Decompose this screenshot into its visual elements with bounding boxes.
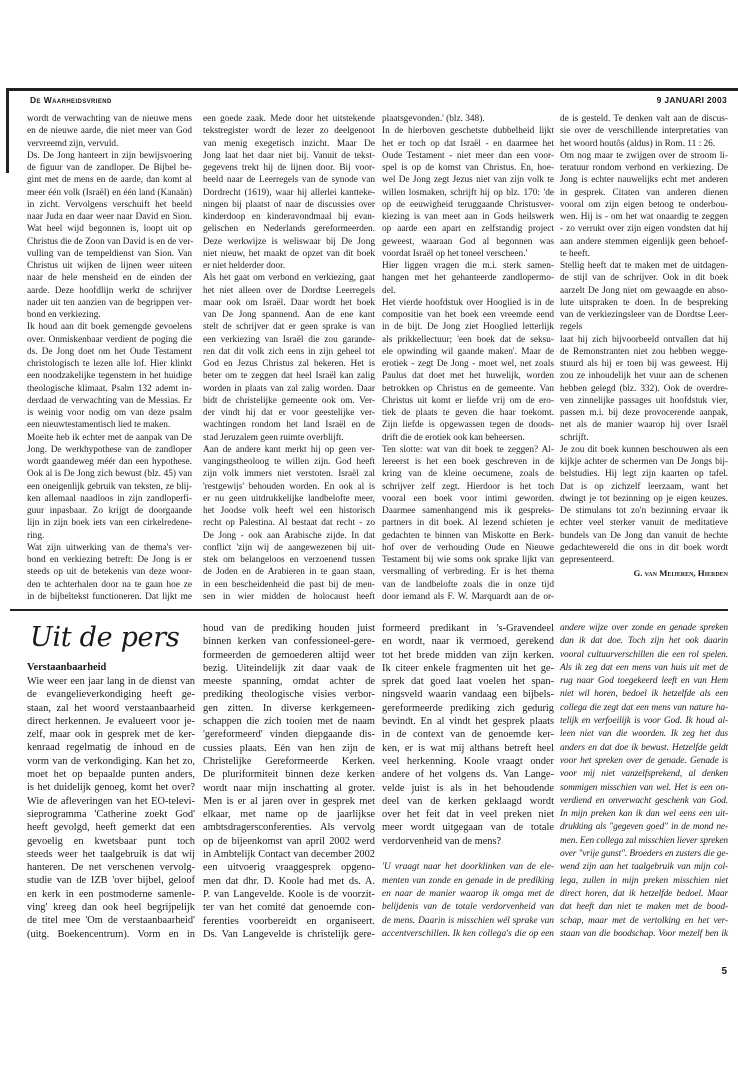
text-line: ferenties voorbereidt en organiseert.: [203, 915, 375, 927]
text-line: schappen die zich tooien met de naam: [203, 716, 375, 728]
text-line: del.: [382, 285, 396, 296]
text-line: gereformeerde prediking zich gedurig: [382, 702, 554, 714]
text-line: echter veel sterker vanuit de meditatieve: [560, 518, 728, 529]
press-column-4: [560, 622, 728, 941]
text-line: en de nieuwe aarde, die niet meer van God: [27, 126, 192, 137]
issue-date: 9 JANUARI 2003: [656, 95, 727, 105]
text-line: men dat dhr. D. Koole had met ds. A.: [203, 875, 375, 887]
text-line: God en Jezus Christus zal bekeren. Het is: [203, 359, 375, 369]
text-line: over. Onmiskenbaar verdient de poging die: [27, 334, 192, 345]
text-line: bevindt. En al vindt het gesprek plaats: [382, 716, 554, 728]
text-line: vooral cultuurverschillen die een rol spelen.: [560, 649, 728, 660]
paragraph: [560, 622, 728, 941]
text-line: en kerk in een postmoderne samenle-: [27, 888, 195, 900]
text-line: Wat zijn uitwerking van de thema's ver-: [27, 542, 192, 553]
text-line: Daarmee samenhangend mis ik gespreks-: [382, 506, 554, 516]
paragraph: [27, 542, 192, 603]
text-line: ele opwinding wil gaande maken'. Maar de: [382, 346, 554, 357]
text-line: van de landbelofte zoals die in onze tijd: [382, 579, 554, 590]
text-line: de titel mee 'Om de verstaanbaarheid': [27, 915, 195, 927]
text-line: zou ze inhoudelijk het vuur aan de schenen: [560, 371, 728, 382]
paragraph: [382, 444, 554, 603]
text-line: op de eeuwigheid teruggaande Christusver-: [382, 199, 554, 210]
text-line: aan andere stemmen eigenlijk geen behoef-: [560, 236, 728, 247]
text-line: in de bijt. De Jong ziet Hooglied letterlijk: [382, 322, 554, 333]
article-subheading: Verstaanbaarheid: [27, 662, 107, 673]
text-line: versmalling of verbreding. Er is het thema: [382, 567, 554, 578]
text-line: een uitvoerig vraaggesprek opgeno-: [203, 862, 375, 874]
text-line: over het feit dat in veel preken niet: [382, 809, 554, 821]
text-line: naar Juda en daar weer naar David en Sion.: [27, 212, 192, 222]
text-line: meer één volk (Israël) en één land (Kanaän): [27, 187, 192, 198]
text-line: ren dat dit volk zich eens in zijn geheel tot: [203, 346, 375, 357]
text-line: het Joodse volk heeft wel een historisch: [203, 506, 375, 516]
text-line: wachtingen rondom het land Israël en de: [203, 420, 375, 431]
text-line: prediking theologische visies verbor-: [203, 689, 375, 701]
text-line: voor mij niet vanzelfsprekend, al denken: [560, 769, 728, 780]
text-line: De pluriformiteit binnen deze kerken: [203, 769, 375, 781]
text-line: 'restgewijs' behouden worden. En ook al is: [203, 481, 375, 492]
text-line: moet het op bepaalde punten anders,: [27, 769, 195, 781]
text-line: in een bescheidenheid die past bij de men-: [203, 579, 375, 590]
text-line: - zo verrukt over zijn eigen vondsten dat hij: [560, 224, 728, 235]
text-line: sen in wier midden de holocaust heeft: [203, 591, 375, 602]
text-line: Als ik zeg dat een mens van huis uit met de: [560, 662, 728, 673]
text-line: Oude Testament - niet meer dan een voor-: [382, 150, 554, 161]
text-line: niet nieuw, het maakt de opzet van dit boek: [203, 248, 375, 259]
text-line: ter van het comité dat genoemde con-: [203, 902, 375, 914]
text-line: er nu geen uitdrukkelijke landbelofte meer,: [203, 493, 375, 504]
text-line: staan van die boodschap. Voor mezelf ben ik: [560, 928, 728, 939]
text-line: het woord houtôs (aldus) in Rom. 11 : 26.: [560, 138, 716, 149]
text-line: formeerd predikant in 's-Gravendeel: [382, 623, 554, 634]
text-line: door iemand als F. W. Marquardt aan de or-: [382, 591, 554, 602]
text-line: zelf, maar ook in gesprek met de ker-: [27, 729, 195, 741]
text-line: bundels van De Jong dan vanuit de hechte: [560, 530, 728, 541]
text-line: kring van de kleine oecumene, zoals de: [382, 469, 554, 480]
text-line: ken, er is wat mij althans betreft heel: [382, 742, 554, 754]
text-line: teratuur rondom verbond en verkiezing. De: [560, 163, 728, 173]
paragraph: [382, 125, 554, 260]
text-line: maar ook om Israël. Daar wordt het boek: [203, 297, 375, 308]
paragraph: [203, 622, 375, 941]
text-line: wordt gaandeweg méér dan een hypothese.: [27, 457, 192, 467]
paragraph: [27, 321, 192, 431]
text-line: is het duidelijk genoeg, komt het over?: [27, 782, 195, 794]
text-line: ving' kreeg dan ook heel begrijpelijk: [27, 902, 195, 914]
text-line: collega die zegt dat een mens van nature ha-: [560, 702, 728, 713]
paragraph: [382, 297, 554, 444]
text-line: dat heeft dan niet te maken met de bood-: [560, 902, 728, 913]
text-line: wordt naar mijn inschatting al groter.: [203, 782, 375, 794]
text-line: er niet helderder door.: [203, 261, 286, 271]
paragraph: [203, 444, 375, 603]
text-line: bezig. Uiteindelijk zit daar vaak de: [203, 662, 375, 674]
text-line: de figuur van de zandloper. De Bijbel be-: [27, 163, 192, 173]
text-line: in gesprek. Citaten van anderen dienen: [560, 187, 728, 198]
text-line: vorm van de verkondiging. Kan het zo,: [27, 755, 195, 767]
press-column-3: [382, 622, 554, 941]
text-line: stuurd als hij er toen bij was geweest. Hij: [560, 359, 728, 369]
text-line: Dat is op zichzelf leerzaam, want het: [560, 481, 728, 492]
text-line: verdorvenheid van de mens?: [382, 835, 502, 847]
text-line: Stellig heeft dat te maken met de uitdagen-: [560, 261, 728, 271]
text-line: andere of het volgens ds. Van Lange-: [382, 769, 554, 781]
text-line: sie over de verschillende interpretaties van: [560, 126, 728, 137]
text-line: passen m.i. bij deze provocerende aanpak,: [560, 408, 728, 418]
text-line: dwingt je tot bezinning op je eigen keuzes.: [560, 493, 728, 504]
text-line: steeds op uit de betekenis van deze woor-: [27, 567, 192, 578]
header-corner-rule: [6, 88, 9, 173]
text-line: Christelijke Gereformeerde Kerken.: [203, 755, 375, 767]
text-line: Christus die de Zoon van David is en de ver-: [27, 236, 194, 247]
text-line: verdiend en onverwacht geschenk van God.: [560, 795, 728, 806]
text-line: Wie weer een jaar lang in de dienst van: [27, 676, 195, 687]
page-number: 5: [721, 966, 727, 977]
text-line: gevoelig en kwetsbaar punt toch: [27, 835, 195, 847]
text-line: stelt de schrijver dat er geen sprake is van: [203, 322, 375, 333]
text-line: Jong laat het daar niet bij. Vanuit de tekst-: [203, 150, 375, 161]
text-line: geweest, waaraan God al begonnen was: [382, 236, 554, 247]
text-line: In de hierboven geschetste dubbelheid lijkt: [382, 126, 554, 137]
text-line: hangen met het gehanteerde zandlopermo-: [382, 273, 554, 284]
text-line: het er toch op dat Israël - en daarmee het: [382, 138, 554, 149]
text-line: belstudies. Hij legt zijn kaarten op tafel.: [560, 469, 728, 480]
text-line: Christus uit komt er liefde vrij om de ero-: [382, 395, 554, 406]
text-line: wordt de verwachting van de nieuwe mens: [27, 114, 192, 124]
author-signature: G. van Meijeren, Hierden: [633, 568, 728, 579]
text-line: Moeite heb ik echter met de aanpak van De: [27, 432, 192, 443]
text-line: drukking als "gegeven goed" in de mond ne-: [560, 822, 728, 833]
text-line: Jong is echter nauwelijks echt met anderen: [560, 175, 728, 186]
text-line: willen losmaken, schrijft hij op blz. 170: 'de: [382, 187, 554, 198]
text-line: In mijn preken kan ik dan wel eens een uit-: [560, 809, 728, 820]
review-column-1: [27, 113, 192, 603]
text-line: direct horen, dat ik hetzelfde bedoel. Maar: [560, 888, 728, 899]
paragraph: [27, 432, 192, 542]
paragraph: [560, 444, 728, 567]
text-line: lega, zullen in mijn preken misschien niet: [560, 875, 728, 886]
text-line: kinderdoop en kinderavondmaal bij evan-: [203, 212, 375, 222]
text-line: als prikkellectuur; 'een boek dat de seksu-: [382, 334, 554, 345]
text-line: ken allemaal naadloos in zijn zandloperfi-: [27, 493, 192, 504]
publication-name: De Waarheidsvriend: [30, 95, 112, 105]
text-line: en naar de manier waarop ik omga met de: [382, 888, 554, 899]
text-line: gepresenteerd.: [560, 555, 614, 565]
paragraph: [560, 334, 728, 444]
text-line: de evangelieverkondiging heeft ge-: [27, 689, 195, 701]
text-line: guur inpasbaar. Zo krijgt de doorgaande: [27, 506, 192, 516]
text-line: anders en dat doe ik bewust. Hetzelfde geldt: [560, 742, 728, 753]
text-line: Ik houd aan dit boek gemengde gevoelens: [27, 322, 192, 333]
text-line: ningsveld waarin vandaag een bijbels-: [382, 689, 554, 701]
text-line: lereerst is het een boek geschreven in de: [382, 457, 554, 467]
text-line: andere wijze over zonde en genade spreken: [560, 623, 728, 633]
text-line: van de verkiezingsleer van de Dordtse Leer-: [560, 310, 728, 320]
text-line: meer wordt uitgegaan van de totale: [382, 822, 554, 834]
text-line: gegevens trekt hij de lijnen door. Bij voor-: [203, 163, 375, 173]
text-line: hof over de verhouding Oude en Nieuwe: [382, 542, 554, 553]
text-line: ambtsdragersconferenties. Als vervolg: [203, 822, 375, 834]
text-line: lijn in zijn boek iets van een cirkelredene-: [27, 518, 192, 529]
text-line: Zijn liefde is opgewassen tegen de doods-: [382, 420, 554, 431]
paragraph: [560, 260, 728, 334]
text-line: van De Jong spannend. Aan de ene kant: [203, 310, 375, 320]
text-line: hebben gelegd (blz. 332). Ook de overdre-: [560, 383, 728, 394]
text-line: vulling van de tempeldienst van Sion. Van: [27, 248, 192, 259]
paragraph: [382, 622, 554, 848]
text-line: schrijft.: [560, 432, 589, 443]
text-line: vangingstheoloog te willen zijn. God heeft: [203, 457, 375, 467]
text-line: in de context van de genoemde ker-: [382, 729, 554, 741]
text-line: lute uitspraken te doen. In de bespreking: [560, 297, 728, 308]
text-line: meeste spanning, omdat achter de: [203, 676, 375, 688]
text-line: een oneigenlijk gebruik van teksten, ze blij-: [27, 481, 192, 492]
text-line: Christus uit wijken de lijnen weer uiteen: [27, 261, 192, 271]
text-line: christologisch te lezen alle lof. Hier klinkt: [27, 359, 192, 369]
text-line: Ds. Van Langevelde is christelijk gere-: [203, 928, 375, 940]
text-line: zijn volk immers niet verstoten. Israël zal: [203, 469, 375, 480]
paragraph-gap: [382, 848, 554, 861]
text-line: kijkje achter de schermen van De Jongs bij-: [560, 457, 728, 467]
text-line: ring.: [27, 530, 45, 541]
text-line: Het vierde hoofdstuk over Hooglied is in de: [382, 297, 554, 308]
text-line: op aarde een apart en zelfstandig project: [382, 224, 554, 235]
text-line: gedachten te binnen van Miskotte en Berk-: [382, 530, 554, 541]
text-line: De stimulans tot zo'n bezinning ervaar ik: [560, 506, 728, 516]
text-line: heeft gevolgd, heeft gemerkt dat een: [27, 822, 195, 834]
text-line: Ook al is De Jong zich bewust (blz. 45) van: [27, 469, 192, 480]
text-line: aarzelt De Jong niet om gewaagde en abso-: [560, 285, 728, 296]
text-line: 'gereformeerd' vinden diepgaande dis-: [203, 729, 375, 741]
text-line: (uitg. Boekencentrum). Vorm en in: [27, 928, 195, 940]
paragraph: [382, 260, 554, 297]
paragraph: [27, 150, 192, 322]
text-line: de mens. Daarin is misschien wél sprake van: [382, 915, 554, 926]
text-line: voor het spreken over de genade. Genade is: [560, 755, 728, 766]
text-line: cussies plaats. Eén van hen zijn de: [203, 742, 375, 754]
text-line: ven zinnelijke passages uit hoofdstuk vier,: [560, 395, 728, 406]
text-line: tiek de plaats te geven die haar toekomt.: [382, 408, 554, 418]
text-line: aarde. Deze hoofdlijn werkt de schrijver: [27, 285, 192, 296]
text-line: betrokken op Christus en de gemeente. Van: [382, 383, 554, 394]
text-line: de Joden en de Arabieren in te gaan staan,: [203, 567, 375, 578]
text-line: stek om belangeloos en verzoenend tussen: [203, 555, 375, 565]
text-line: rug naar God toegekeerd leeft en van Hem: [560, 676, 728, 687]
text-line: de Remonstranten niet zou hebben wegge-: [560, 346, 728, 357]
text-line: binnen kerken van confessioneel-gere-: [203, 636, 375, 648]
text-line: men. Een collega zal misschien liever spreken: [560, 835, 728, 846]
text-line: der vindt hij dat er voor geestelijke ver-: [203, 408, 375, 418]
text-line: in Ambtelijk Contact van december 2002: [203, 849, 375, 861]
text-line: accentverschillen. Ik ken collega's die op een: [382, 928, 554, 939]
text-line: Hier liggen vragen die m.i. sterk samen-: [382, 261, 554, 271]
text-line: beeld naar de Leerregels van de synode van: [203, 175, 375, 186]
text-line: schap, maar met de vertolking en het ver-: [560, 915, 728, 926]
text-line: een verkiezing van Israël die zou garande-: [203, 334, 375, 345]
text-line: in zicht. Vervolgens verschuift het beeld: [27, 199, 192, 210]
text-line: stad Jeruzalem geen ruimte overblijft.: [203, 432, 344, 443]
text-line: tekstregister wordt de lezer zo deelgenoot: [203, 126, 375, 137]
text-line: tot het brede midden van zijn kerken.: [382, 649, 554, 661]
paragraph: [560, 150, 728, 260]
text-line: 'U vraagt naar het doorklinken van de ele-: [382, 862, 554, 873]
text-line: telijk en verfoeilijk is voor God. Ik houd al-: [560, 716, 728, 727]
text-line: plaatsgevonden.' (blz. 348).: [382, 114, 485, 124]
text-line: Men is er al jaren over in gesprek met: [203, 795, 375, 807]
text-line: erotiek - zegt De Jong - moet wel, net zoals: [382, 359, 554, 369]
text-line: worden in plaats van zal zalig worden. Daar: [203, 383, 375, 394]
paragraph: [203, 272, 375, 444]
text-line: regels: [560, 322, 583, 333]
text-line: den te achterhalen door na te gaan hoe ze: [27, 579, 192, 590]
text-line: Om nog maar te zwijgen over de stroom li-: [560, 150, 728, 161]
text-line: formeerden de gemoederen altijd weer: [203, 649, 375, 661]
text-line: Je zou dit boek kunnen beschouwen als een: [560, 444, 728, 455]
paragraph: [27, 675, 195, 941]
text-line: elkaar, met name op de jaarlijkse: [203, 809, 375, 821]
text-line: Paulus dat doet met het huwelijk, worden: [382, 371, 554, 382]
press-column-1: [27, 660, 195, 941]
text-line: gint met de mens en de aarde, dan komt al: [27, 175, 192, 186]
text-line: recht op Palestina. Al bestaat dat recht - zo: [203, 518, 375, 529]
text-line: gelischen en Nederlands gereformeerden.: [203, 224, 375, 235]
text-line: Aan de andere kant merkt hij op geen ver-: [203, 444, 375, 455]
text-line: voordat Israël op het toneel verscheen.': [382, 248, 528, 259]
text-line: De Jong - ook aan Arabische zijde. In dat: [203, 530, 375, 541]
paragraph: [382, 113, 554, 125]
text-line: ds. De Jong doet om het Oude Testament: [27, 346, 192, 357]
text-line: deel van de kerken geklaagd wordt: [382, 795, 554, 807]
text-line: studie van de IZB 'over bijbel, geloof: [27, 875, 195, 887]
text-line: niet wil horen, bedoel ik hetzelfde als een: [560, 689, 728, 700]
text-line: Wie de afleveringen van het EO-televi-: [27, 795, 195, 807]
text-line: wen. Hij is - om het wat onaardig te zeggen: [560, 212, 728, 222]
text-line: Dordrecht (1619), waar hij allerlei kantteke-: [203, 187, 375, 198]
review-column-3: [382, 113, 554, 603]
text-line: steeds weer het taalgebruik is dat wij: [27, 848, 195, 860]
text-line: in de bijbeltekst functioneren. Dat lijkt me: [27, 591, 192, 602]
text-line: laat hij zich bijvoorbeeld ontvallen dat hij: [560, 334, 728, 345]
text-line: derdaad de verwachting van de Messias. Er: [27, 395, 192, 406]
text-line: sieprogramma 'Catherine zoekt God': [27, 808, 195, 820]
text-line: conflict 'zijn wij de aangewezenen bij uit-: [203, 542, 375, 553]
review-column-2: [203, 113, 375, 603]
text-line: op de bijeenkomst van april 2002 werd: [203, 835, 375, 847]
text-line: Ten slotte: wat van dit boek te zeggen? Al-: [382, 444, 554, 455]
paragraph: [560, 113, 728, 150]
text-line: Ik citeer enkele fragmenten uit het ge-: [382, 662, 554, 674]
paragraph: [27, 113, 192, 150]
text-line: kiezing is van meet aan in Gods heilswerk: [382, 212, 554, 222]
text-line: over "vrije gunst". Broeders en zusters die ge-: [560, 849, 729, 860]
text-line: een noodzakelijke tegenstem in het huidige: [27, 371, 192, 382]
press-column-2: [203, 622, 375, 941]
text-line: hanteren. De net verschenen vervolg-: [27, 862, 195, 874]
text-line: Jong. De werkhypothese van de zandloper: [27, 444, 192, 455]
text-line: bond en verkiezing.: [27, 310, 101, 320]
text-line: de is gesteld. Te denken valt aan de discus-: [560, 114, 728, 124]
text-line: Testament bij wie soms ook sprake lijkt van: [382, 555, 554, 565]
text-line: gen zitten. In diverse kerkgemeen-: [203, 702, 375, 714]
text-line: vooral een boek voor intimi geworden.: [382, 493, 554, 504]
text-line: leen niet van die woorden. Ik zeg het dus: [560, 729, 728, 740]
text-line: en wordt, naar ik vermoed, gerekend: [382, 636, 554, 648]
review-column-4: [560, 113, 728, 580]
text-line: net als de manier waarop hij over Israël: [560, 420, 728, 431]
text-line: partners in dit boek. Al lezend schieten je: [382, 518, 554, 529]
text-line: velde juist is als in het behoudende: [382, 782, 554, 794]
text-line: theologische klimaat. Psalm 132 ademt in-: [27, 383, 192, 394]
text-line: spel is op de komst van Christus. En, hoe-: [382, 163, 554, 173]
text-line: vooral om zijn eigen betoog te onderbou-: [560, 199, 728, 210]
text-line: te heeft.: [560, 248, 590, 259]
text-line: een nieuwtestamentisch lied te maken.: [27, 420, 171, 431]
text-line: P. van Langevelde. Koole is de voorzit-: [203, 888, 375, 900]
header-rule: [6, 88, 738, 91]
text-line: is weinig voor nodig om van deze psalm: [27, 408, 192, 418]
text-line: direct herkennen. Je evalueert voor je-: [27, 715, 195, 727]
text-line: de stijl van de schrijver. Ook in dit boek: [560, 273, 728, 284]
text-line: schrijver zelf zegt. Hierdoor is het toch: [382, 481, 554, 492]
text-line: wend zijn aan het taalgebruik van mijn col-: [560, 862, 728, 873]
text-line: een goede zaak. Mede door het uitstekende: [203, 114, 375, 124]
text-line: naar de hele mensheid en de einden der: [27, 273, 192, 284]
text-line: van menig exegetisch inzicht. Maar De: [203, 138, 375, 149]
text-line: nader uit ten aanzien van de begrippen ver-: [27, 297, 192, 308]
section-divider: [10, 609, 728, 611]
text-line: bidt de christelijke gemeente ook om. Ver-: [203, 395, 375, 406]
paragraph: [203, 113, 375, 272]
paragraph: [382, 861, 554, 941]
text-line: bond en verkiezing betreft: De Jong is er: [27, 555, 192, 565]
text-line: sprek dat goed laat voelen het span-: [382, 676, 554, 688]
text-line: staan, zal het woord verstaanbaarheid: [27, 702, 195, 714]
text-line: compositie van het boek een vreemde eend: [382, 310, 554, 320]
text-line: kenraad regelmatig de inhoud en de: [27, 742, 195, 754]
text-line: veel herkenning. Koole vraagt onder: [382, 755, 554, 767]
text-line: Ds. De Jong hanteert in zijn bewijsvoering: [27, 150, 192, 161]
text-line: vervreemd zijn, vervuld.: [27, 138, 119, 149]
text-line: beter om te zeggen dat heel Israël kan zalig: [203, 371, 375, 382]
text-line: menten van zonde en genade in de prediking: [382, 875, 554, 886]
text-line: gedachtewereld die ons in dit boek wordt: [560, 542, 728, 553]
text-line: wel De Jong zegt Jezus niet van zijn volk te: [382, 175, 554, 186]
text-line: Als het gaat om verbond en verkiezing, gaat: [203, 273, 375, 284]
text-line: Deze werkwijze is weliswaar bij De Jong: [203, 236, 375, 247]
text-line: het niet alleen over de Dordtse Leerregels: [203, 285, 375, 296]
text-line: belijdenis van de totale verdorvenheid van: [382, 902, 554, 913]
text-line: houd van de prediking houden juist: [203, 623, 375, 634]
text-line: dan ik dat doe. Toch zijn het ook daarin: [560, 636, 728, 647]
text-line: drift die de erotiek ook kan beheersen.: [382, 432, 525, 443]
text-line: Wat heel wijd begonnen is, loopt uit op: [27, 224, 192, 235]
text-line: sommigen misschien van wel. Het is een on-: [560, 782, 728, 793]
section-title: Uit de pers: [30, 622, 180, 653]
text-line: ningen bij plaatst of naar de discussies over: [203, 199, 375, 210]
